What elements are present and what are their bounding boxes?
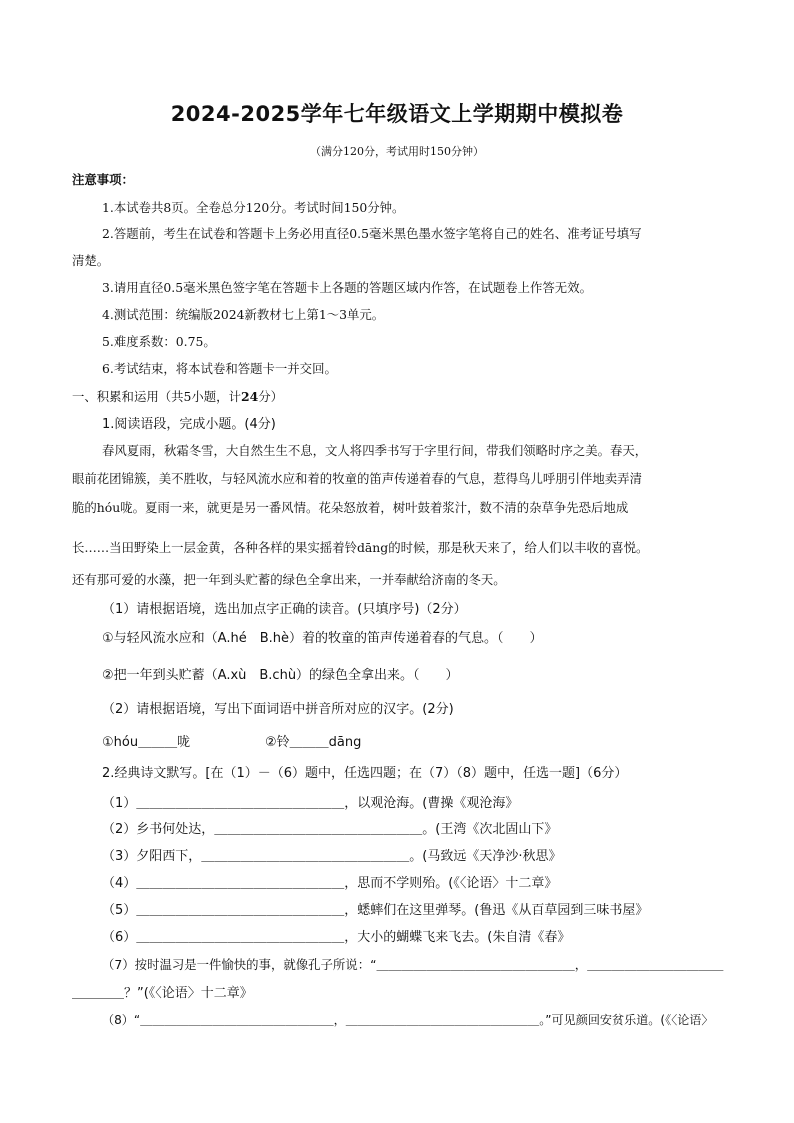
passage-line: 脆的hóu咙。夏雨一来，就更是另一番风情。花朵怒放着，树叶鼓着浆汁，数不清的杂草争先恐后地成 [72,500,629,515]
recitation-item: （5）＿＿＿＿＿＿＿＿＿＿＿＿＿＿＿＿，蟋蟀们在这里弹琴。(鲁迅《从百草园到三味书屋》 [102,903,649,918]
passage-line: 还有那可爱的水藻，把一年到头贮蓄的绿色全拿出来，一并奉献给济南的冬天。 [72,572,506,587]
passage-line: 长……当田野染上一层金黄，各种各样的果实摇着铃dāng的时候，那是秋天来了，给人们以丰收的喜悦。 [72,540,649,555]
section-score: 24 [240,389,259,404]
notice-item: 1.本试卷共8页。全卷总分120分。考试时间150分钟。 [102,200,405,215]
notice-item: 2.答题前，考生在试卷和答题卡上务必用直径0.5毫米黑色墨水签字笔将自己的姓名、准考证号填写 [102,226,642,241]
recitation-item: ＿＿＿＿？”(《〈论语〉十二章》 [72,986,253,1001]
question-2-heading: 2.经典诗文默写。[在（1）－（6）题中，任选四题；在（7）（8）题中，任选一题]（6分） [102,766,628,781]
recitation-item: （6）＿＿＿＿＿＿＿＿＿＿＿＿＿＿＿＿，大小的蝴蝶飞来飞去。(朱自清《春》 [102,930,571,945]
recitation-item: （2）乡书何处达，＿＿＿＿＿＿＿＿＿＿＿＿＿＿＿＿。(王湾《次北固山下》 [102,822,558,837]
section-unit: 分） [258,389,283,404]
recitation-item: （3）夕阳西下，＿＿＿＿＿＿＿＿＿＿＿＿＿＿＿＿。(马致远《天净沙·秋思》 [102,849,562,864]
recitation-item: （7）按时温习是一件愉快的事，就像孔子所说：“＿＿＿＿＿＿＿＿＿＿＿＿＿＿＿＿，＿＿＿＿＿＿＿＿＿＿＿ [102,957,724,972]
exam-subtitle: （满分120分，考试用时150分钟） [310,145,484,158]
section-heading [72,387,283,405]
notice-item: 6.考试结束，将本试卷和答题卡一并交回。 [102,361,337,376]
section-label: 一、积累和运用（共5小题，计 [72,389,241,404]
notice-item: 4.测试范围：统编版2024新教材七上第1～3单元。 [102,307,385,322]
sub-question-item: ②把一年到头贮蓄（A.xù B.chù）的绿色全拿出来。（ ） [102,668,459,683]
sub-question: （2）请根据语境，写出下面词语中拼音所对应的汉字。(2分) [102,702,454,717]
notice-item: 清楚。 [72,253,110,268]
notice-heading: 注意事项： [72,172,134,187]
sub-question: （1）请根据语境，选出加点字正确的读音。(只填序号)（2分） [102,602,467,617]
page-title: 2024-2025学年七年级语文上学期期中模拟卷 [170,102,624,126]
recitation-item: （4）＿＿＿＿＿＿＿＿＿＿＿＿＿＿＿＿，思而不学则殆。(《〈论语〉十二章》 [102,876,558,891]
notice-item: 5.难度系数：0.75。 [102,334,216,349]
passage-line: 眼前花团锦簇，美不胜收，与轻风流水应和着的牧童的笛声传递着春的气息，惹得鸟儿呼朋引伴地卖弄清 [72,471,642,486]
sub-question-item: ①与轻风流水应和（A.hé B.hè）着的牧童的笛声传递着春的气息。（ ） [102,631,543,646]
recitation-item: （1）＿＿＿＿＿＿＿＿＿＿＿＿＿＿＿＿，以观沧海。(曹操《观沧海》 [102,796,519,811]
notice-item: 3.请用直径0.5毫米黑色签字笔在答题卡上各题的答题区域内作答，在试题卷上作答无效。 [102,280,592,295]
passage-line: 春风夏雨，秋霜冬雪，大自然生生不息，文人将四季书写于字里行间，带我们领略时序之美。春天， [102,443,648,458]
answer-blank-dang: ②铃＿＿＿dāng [265,735,362,750]
question-1-heading: 1.阅读语段，完成小题。(4分) [102,417,276,432]
answer-blank-hou: ①hóu＿＿＿咙 [102,735,191,750]
recitation-item: （8）“＿＿＿＿＿＿＿＿＿＿＿＿＿＿＿＿，＿＿＿＿＿＿＿＿＿＿＿＿＿＿＿＿。”可见颜回安贫乐道。(《〈论语〉 [102,1013,714,1027]
